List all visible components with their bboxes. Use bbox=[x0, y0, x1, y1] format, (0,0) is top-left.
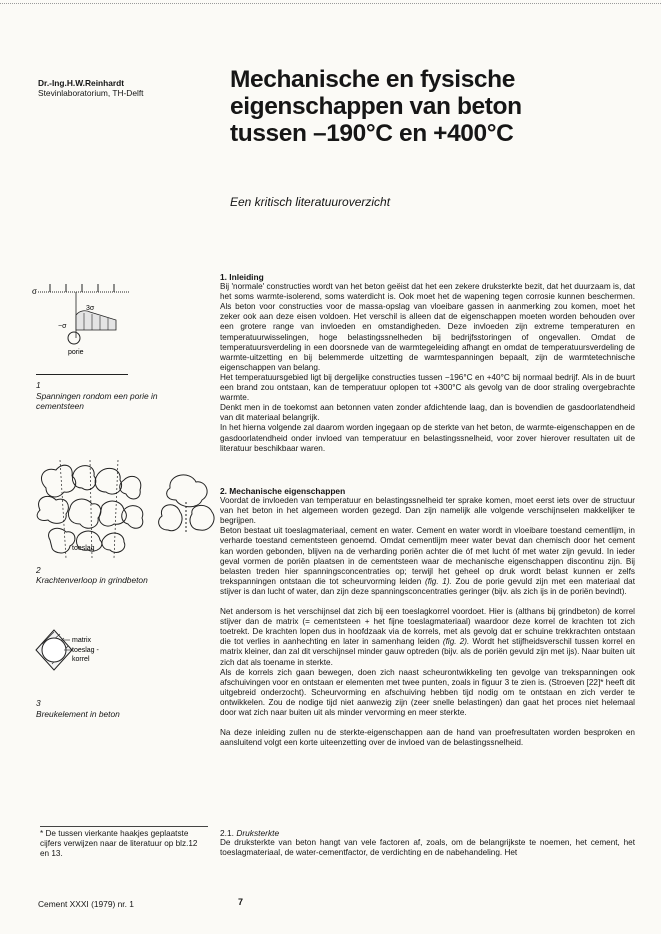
figure-1-number: 1 bbox=[36, 380, 41, 390]
section-1 bbox=[220, 272, 635, 454]
section-2-1-heading: 2.1. Druksterkte bbox=[220, 828, 280, 838]
fig1-3sigma-label: 3σ bbox=[86, 305, 95, 312]
title-line-3: tussen –190°C en +400°C bbox=[230, 120, 514, 147]
section-2-heading: 2. Mechanische eigenschappen bbox=[220, 486, 346, 496]
journal-reference: Cement XXXI (1979) nr. 1 bbox=[38, 899, 134, 909]
author-name: Dr.-Ing.H.W.Reinhardt bbox=[38, 78, 125, 88]
fig3-matrix-label: matrix bbox=[72, 637, 92, 644]
author-affiliation: Stevinlaboratorium, TH-Delft bbox=[38, 88, 144, 98]
fig3-toeslag-label: toeslag - bbox=[72, 647, 99, 654]
figure-3-number: 3 bbox=[36, 698, 41, 708]
figure-3-caption: Breukelement in beton bbox=[36, 709, 120, 719]
section-1-paragraph-3: Denkt men in de toekomst aan betonnen vaten zonder afdichtende laag, dan is bovendien de gasdoorlatendheid van dit materiaal belangrijk. bbox=[220, 403, 635, 423]
section-1-paragraph-1: Bij 'normale' constructies wordt van het beton geëist dat het een zekere druksterkte bezit, dat het duurzaam is, dat het soms warmte-isolerend, soms waterdicht is. Ook moet het de wapening tegen corrosie kunnen beschermen. Als beton voor constructies voor de massa-opslag van vloeibare gassen in aanmerking zou komen, moet het zeker ook aan deze eisen voldoen. Het verschil is alleen dat de eigenschappen moeten worden behouden over een grotere range van invloeden en omstandigheden. Deze invloeden zijn extreme temperaturen en temperatuurwisselingen, hoge belastingssnelheden bij bedrijfsstoringen of ongevallen. Omdat de temperatuursverdeling in een doorsnede van de warmtegeleiding afhangt en omdat de temperatuursverdeling de warmte-uitzetting en bij belemmerde uitzetting de warmtespanningen bepaalt, zijn de warmtetechnische eigenschappen van belang. bbox=[220, 282, 635, 372]
title-line-2: eigenschappen van beton bbox=[230, 93, 522, 120]
section-2-paragraph-4: Als de korrels zich gaan bewegen, doen zich naast scheurontwikkeling ten gevolge van trekspanningen ook afschuivingen voor en ontstaan er elementen met twee punten, zoals in figuur 3 te zien is. (Stroeven [22]* heeft dit uitgebreid onderzocht). Scheurvorming en afschuiving hebben tijd nodig om te ontstaan en zich verder te ontwikkelen. Zou de nodige tijd niet aanwezig zijn (zeer snelle belastingen) dan gaat het proces niet helemaal door wat zich naar buiten uit als minder vervorming en meer sterkte. bbox=[220, 667, 635, 717]
figure-1-diagram bbox=[30, 280, 140, 360]
fig2-aggregate-cluster bbox=[37, 465, 143, 553]
fig3-korrel-label: korrel bbox=[72, 656, 90, 663]
fig1-load-arrows bbox=[50, 284, 114, 292]
section-2-paragraph-2: Beton bestaat uit toeslagmateriaal, cement en water. Cement en water wordt in vloeibare toestand cementlijm, in verharde toestand cementsteen genoemd. Omdat cementlijm meer water bevat dan chemisch door het cement kan worden gebonden, blijven na de verharding poriën achter die óf met lucht óf met water zijn gevuld. In ieder geval vormen de poriën plaatsen in de cementsteen waar de mechanische eigenschappen discontinu zijn. Bij belasten treden hier spanningsconcentraties op; terwijl het geheel op druk wordt belast kunnen er zelfs trekspanningen ontstaan die tot scheurvorming leiden (fig. 1). Zou de porie gevuld zijn met een materiaal dat stijver is dan lucht of water, dan zijn deze spanningsconcentraties geringer (bijv. als zich ijs in de poriën bevindt). bbox=[220, 526, 636, 596]
fig1-pore bbox=[68, 332, 80, 344]
author-block bbox=[38, 78, 208, 98]
figure-2-diagram bbox=[30, 458, 220, 563]
figure-2-caption: Krachtenverloop in grindbeton bbox=[36, 575, 148, 585]
fig2-detail bbox=[159, 475, 214, 534]
fig1-stress-curve bbox=[76, 311, 116, 330]
section-2 bbox=[220, 486, 635, 748]
section-1-heading: 1. Inleiding bbox=[220, 272, 264, 282]
fig1-porie-label: porie bbox=[68, 349, 84, 356]
section-1-paragraph-4: In het hierna volgende zal daarom worden ingegaan op de sterkte van het beton, de warmte-eigenschappen en de gasdoorlatendheid onder invloed van temperatuur en belastingssnelheid, voor zover hierover resultaten uit de literatuur beschikbaar waren. bbox=[220, 423, 635, 453]
section-2-paragraph-5: Na deze inleiding zullen nu de sterkte-eigenschappen aan de hand van proefresultaten worden besproken en aansluitend volgt een korte uiteenzetting over de invloed van de belastingssnelheid. bbox=[220, 728, 635, 748]
section-2-paragraph-1: Voordat de invloeden van temperatuur en belastingssnelheid ter sprake komen, moet eerst iets over de structuur van het beton in het algemeen worden gezegd. Dan zijn namelijk alle volgende verschijnselen makkelijker te begrijpen. bbox=[220, 496, 635, 526]
section-2-1-text: De druksterkte van beton hangt van vele factoren af, zoals, om de belangrijkste te noemen, het cement, het toeslagmateriaal, de water-cementfactor, de verdichting en de nabehandeling. Het bbox=[220, 838, 635, 858]
figure-2-number: 2 bbox=[36, 565, 41, 575]
section-2-1 bbox=[220, 828, 635, 858]
footnote: * De tussen vierkante haakjes geplaatste cijfers verwijzen naar de literatuur op blz.12 en 13. bbox=[40, 826, 208, 859]
article-title bbox=[230, 66, 640, 147]
page-number: 7 bbox=[238, 897, 244, 907]
article-subtitle: Een kritisch literatuuroverzicht bbox=[230, 195, 391, 209]
section-2-paragraph-3: Net andersom is het verschijnsel dat zich bij een toeslagkorrel voordoet. Hier is (althans bij grindbeton) de korrel stijver dan de matrix (= cementsteen + het fijne toeslagmateriaal) waardoor deze korrel de krachten tot zich toetrekt. De krachten lopen dus in hoofdzaak via de korrels, met als gevolg dat er schuine trekkrachten ontstaan die tot verlies in aanhechting en later in samenhang leiden (fig. 2). Wordt het stijfheidsverschil tussen korrel en matrix kleiner, dan zal dit verschijnsel minder gauw optreden (bijv. als de poriën gevuld zijn met ijs). Naar buiten uit zich dat als toename in sterkte. bbox=[220, 607, 635, 667]
figure-1-caption: Spanningen rondom een porie in cementsteen bbox=[36, 391, 158, 411]
fig1-minus-sigma-label: −σ bbox=[58, 323, 67, 330]
title-line-1: Mechanische en fysische bbox=[230, 66, 515, 93]
figure-1-rule bbox=[36, 374, 128, 375]
top-rule bbox=[0, 3, 661, 4]
fig2-toeslag-label: toeslag bbox=[72, 545, 95, 552]
section-1-paragraph-2: Het temperatuursgebied ligt bij dergelijke constructies tussen −196°C en +40°C bij normaal bedrijf. Als in de buurt een brand zou ontstaan, kan de temperatuur oplopen tot +300°C als gevolg van de door straling overgebrachte warmte. bbox=[220, 372, 635, 403]
fig3-aggregate-grain bbox=[42, 638, 66, 662]
fig1-sigma-label: σ bbox=[32, 287, 37, 296]
figure-3-diagram bbox=[32, 628, 132, 672]
